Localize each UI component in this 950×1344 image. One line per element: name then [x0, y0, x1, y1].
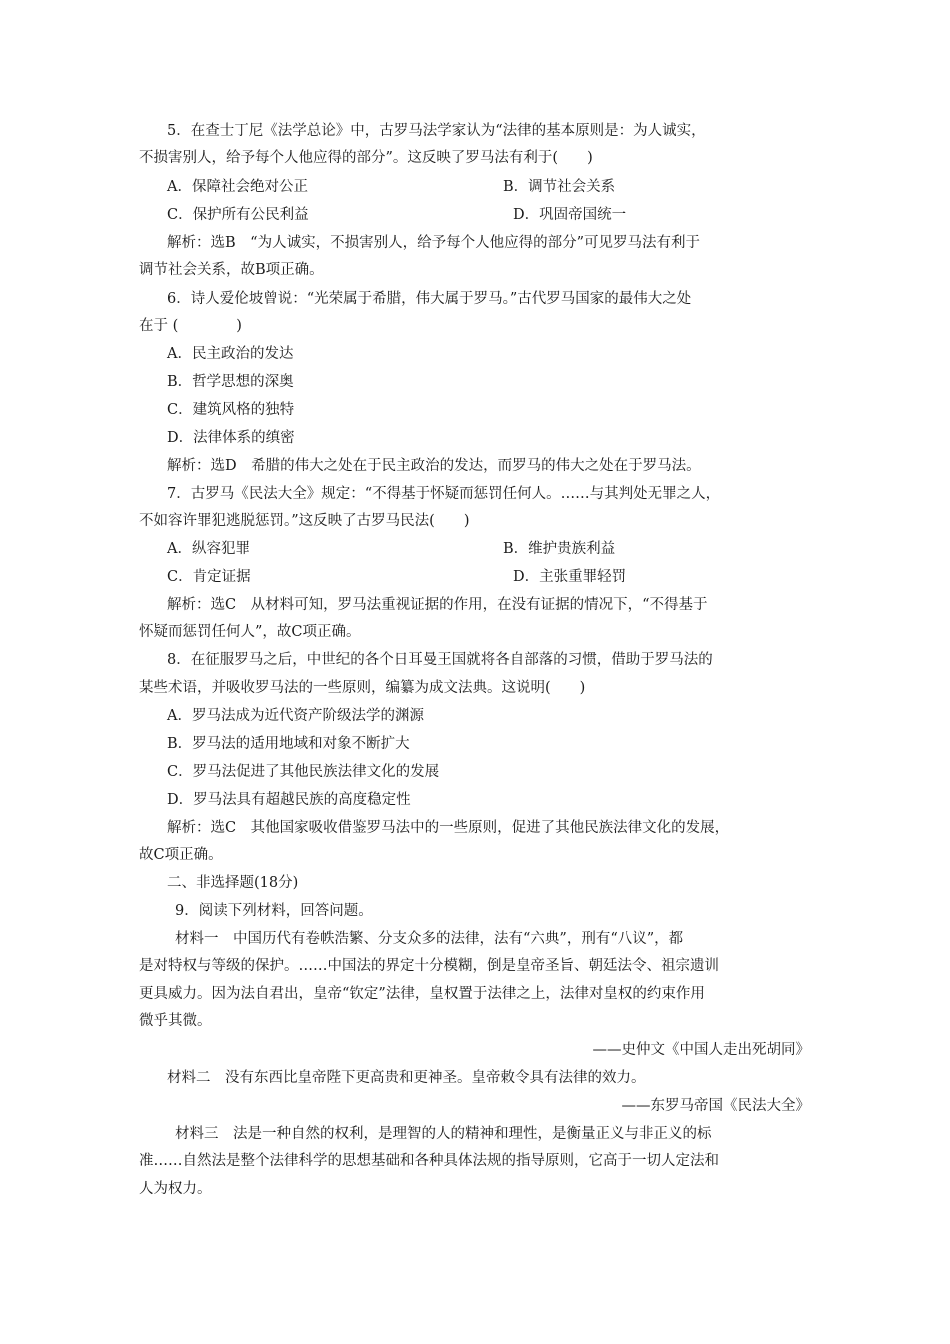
q5-explanation-line1: 解析：选B “为人诚实，不损害别人，给予每个人他应得的部分”可见罗马法有利于	[167, 235, 700, 251]
q6-option-c: C．建筑风格的独特	[167, 402, 295, 418]
q5-option-d: D．巩固帝国统一	[513, 207, 627, 223]
q7-stem-line1: 7．古罗马《民法大全》规定：“不得基于怀疑而惩罚任何人。……与其判处无罪之人，	[167, 486, 721, 502]
q7-explanation-line1: 解析：选C 从材料可知，罗马法重视证据的作用，在没有证据的情况下，“不得基于	[167, 597, 708, 613]
q9-material1-line2: 是对特权与等级的保护。……中国法的界定十分模糊，倒是皇帝圣旨、朝廷法令、祖宗遗训	[139, 958, 719, 974]
q9-material1-line4: 微乎其微。	[139, 1013, 212, 1029]
q9-material3-line3: 人为权力。	[139, 1181, 212, 1197]
q9-material1-line3: 更具威力。因为法自君出，皇帝“钦定”法律，皇权置于法律之上，法律对皇权的约束作用	[139, 986, 705, 1002]
q8-stem-line2: 某些术语，并吸收罗马法的一些原则，编纂为成文法典。这说明( )	[139, 680, 586, 696]
q6-option-a: A．民主政治的发达	[167, 346, 294, 362]
q7-option-a: A．纵容犯罪	[167, 541, 250, 557]
q6-stem-line2: 在于 ( )	[139, 318, 242, 334]
q8-option-b: B．罗马法的适用地域和对象不断扩大	[167, 736, 410, 752]
q7-option-d: D．主张重罪轻罚	[513, 569, 627, 585]
q8-option-d: D．罗马法具有超越民族的高度稳定性	[167, 792, 411, 808]
q5-stem-line1: 5．在查士丁尼《法学总论》中，古罗马法学家认为“法律的基本原则是：为人诚实，	[167, 123, 706, 139]
q5-option-a: A．保障社会绝对公正	[167, 179, 308, 195]
q8-stem-line1: 8．在征服罗马之后，中世纪的各个日耳曼王国就将各自部落的习惯，借助于罗马法的	[167, 652, 713, 668]
q5-stem-line2: 不损害别人，给予每个人他应得的部分”。这反映了罗马法有利于( )	[139, 150, 593, 166]
q7-option-c: C．肯定证据	[167, 569, 251, 585]
q5-option-c: C．保护所有公民利益	[167, 207, 309, 223]
q7-explanation-line2: 怀疑而惩罚任何人”，故C项正确。	[139, 624, 361, 640]
q9-material3-line1: 材料三 法是一种自然的权利，是理智的人的精神和理性，是衡量正义与非正义的标	[175, 1126, 712, 1142]
q9-intro: 9．阅读下列材料，回答问题。	[175, 903, 373, 919]
section-heading: 二、非选择题(18分)	[167, 875, 299, 891]
q6-explanation-line1: 解析：选D 希腊的伟大之处在于民主政治的发达，而罗马的伟大之处在于罗马法。	[167, 458, 701, 474]
q5-option-b: B．调节社会关系	[503, 179, 616, 195]
q8-option-a: A．罗马法成为近代资产阶级法学的渊源	[167, 708, 424, 724]
q9-material2-source: ——东罗马帝国《民法大全》	[621, 1098, 810, 1114]
q7-option-b: B．维护贵族利益	[503, 541, 616, 557]
q6-option-d: D．法律体系的缜密	[167, 430, 295, 446]
q6-option-b: B．哲学思想的深奥	[167, 374, 294, 390]
q9-material1-source: ——史仲文《中国人走出死胡同》	[592, 1042, 810, 1058]
q9-material1-line1: 材料一 中国历代有卷帙浩繁、分支众多的法律，法有“六典”，刑有“八议”，都	[175, 931, 684, 947]
q6-stem-line1: 6．诗人爱伦坡曾说：“光荣属于希腊，伟大属于罗马。”古代罗马国家的最伟大之处	[167, 291, 692, 307]
q9-material2-line1: 材料二 没有东西比皇帝陛下更高贵和更神圣。皇帝敕令具有法律的效力。	[167, 1070, 646, 1086]
q8-explanation-line1: 解析：选C 其他国家吸收借鉴罗马法中的一些原则，促进了其他民族法律文化的发展，	[167, 820, 730, 836]
q9-material3-line2: 准……自然法是整个法律科学的思想基础和各种具体法规的指导原则，它高于一切人定法和	[139, 1153, 719, 1169]
q8-explanation-line2: 故C项正确。	[139, 847, 223, 863]
q8-option-c: C．罗马法促进了其他民族法律文化的发展	[167, 764, 440, 780]
q5-explanation-line2: 调节社会关系，故B项正确。	[139, 262, 324, 278]
q7-stem-line2: 不如容许罪犯逃脱惩罚。”这反映了古罗马民法( )	[139, 513, 470, 529]
